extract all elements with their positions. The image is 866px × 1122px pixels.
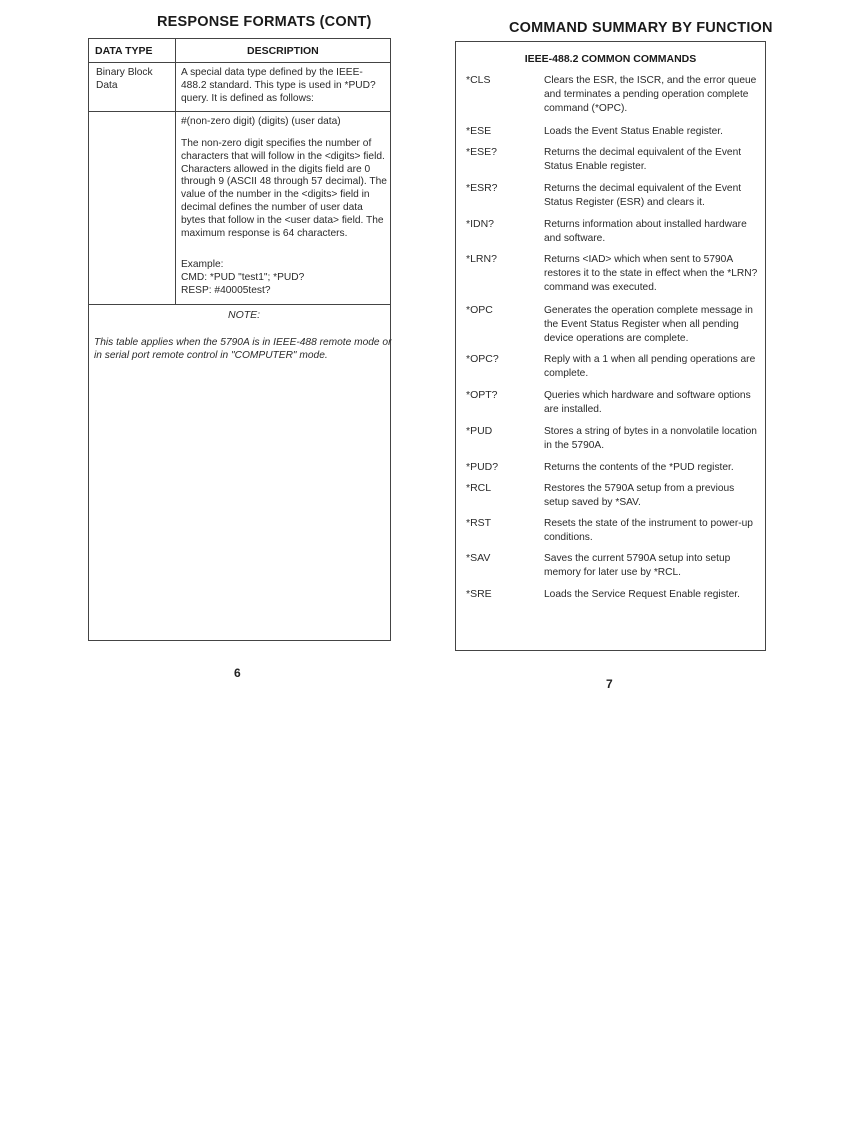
command-description: Returns <IAD> which when sent to 5790A restores it to the state in effect when the *LRN? command was executed. (544, 254, 758, 293)
column-divider (175, 38, 176, 304)
command-name: *OPC? (466, 353, 499, 365)
command-description: Queries which hardware and software options are installed. (544, 390, 751, 415)
note-text: This table applies when the 5790A is in IEEE-488 remote mode or in serial port remote control in "COMPUTER" mode. (94, 337, 392, 361)
command-name: *CLS (466, 74, 491, 86)
command-description: Returns information about installed hardware and software. (544, 219, 747, 244)
column-header-description: DESCRIPTION (247, 45, 319, 57)
command-description: Stores a string of bytes in a nonvolatile location in the 5790A. (544, 426, 757, 451)
command-name: *IDN? (466, 218, 495, 230)
command-description: Restores the 5790A setup from a previous setup saved by *SAV. (544, 483, 735, 508)
left-page-heading: RESPONSE FORMATS (CONT) (157, 14, 372, 30)
example-label: Example: (181, 259, 224, 270)
command-description: Generates the operation complete message in the Event Status Register when all pending device operations are complete. (544, 305, 753, 344)
page-number-right: 7 (606, 677, 613, 691)
command-description: Clears the ESR, the ISCR, and the error queue and terminates a pending operation complete command (*OPC). (544, 75, 757, 114)
description-cell: A special data type defined by the IEEE-488.2 standard. This type is used in *PUD? query. It is defined as follows: (181, 67, 376, 104)
command-name: *PUD (466, 425, 493, 437)
command-group-heading: IEEE-488.2 COMMON COMMANDS (524, 53, 697, 65)
command-name: *SAV (466, 552, 491, 564)
command-name: *LRN? (466, 253, 497, 265)
command-name: *ESE? (466, 146, 497, 158)
command-name: *ESE (466, 125, 492, 137)
example-command: CMD: *PUD "test1"; *PUD? (181, 272, 305, 283)
command-description: Returns the decimal equivalent of the Event Status Register (ESR) and clears it. (544, 183, 742, 208)
command-name: *OPT? (466, 389, 498, 401)
note-rule (88, 304, 391, 305)
example-response: RESP: #40005test? (181, 285, 271, 296)
command-description: Resets the state of the instrument to power-up conditions. (544, 518, 753, 543)
command-name: *RST (466, 517, 492, 529)
column-header-data-type: DATA TYPE (95, 45, 153, 57)
command-description: Returns the contents of the *PUD register. (544, 462, 734, 473)
command-name: *OPC (466, 304, 493, 316)
command-description: Reply with a 1 when all pending operations are complete. (544, 354, 756, 379)
command-name: *RCL (466, 482, 492, 494)
row-rule (88, 111, 391, 112)
page-number-left: 6 (234, 666, 241, 680)
command-description: Loads the Event Status Enable register. (544, 126, 723, 137)
data-type-cell: Binary Block Data (96, 67, 153, 91)
command-description: Saves the current 5790A setup into setup memory for later use by *RCL. (544, 553, 731, 578)
command-name: *ESR? (466, 182, 498, 194)
note-title: NOTE: (228, 309, 261, 321)
right-page-heading: COMMAND SUMMARY BY FUNCTION (509, 20, 773, 36)
command-description: Loads the Service Request Enable register. (544, 589, 740, 600)
format-explanation: The non-zero digit specifies the number of characters that will follow in the <digits> field. Characters allowed in the digits field are 0 through 9 (ASCII 48 through 57 decimal). The value of the number in the <digits> field in decimal defines the number of user data bytes that follow in the <user data> field. The maximum response is 64 characters. (181, 138, 387, 239)
command-name: *PUD? (466, 461, 499, 473)
command-description: Returns the decimal equivalent of the Event Status Enable register. (544, 147, 742, 172)
header-rule (88, 62, 391, 63)
format-definition: #(non-zero digit) (digits) (user data) (181, 116, 341, 127)
command-name: *SRE (466, 588, 492, 600)
